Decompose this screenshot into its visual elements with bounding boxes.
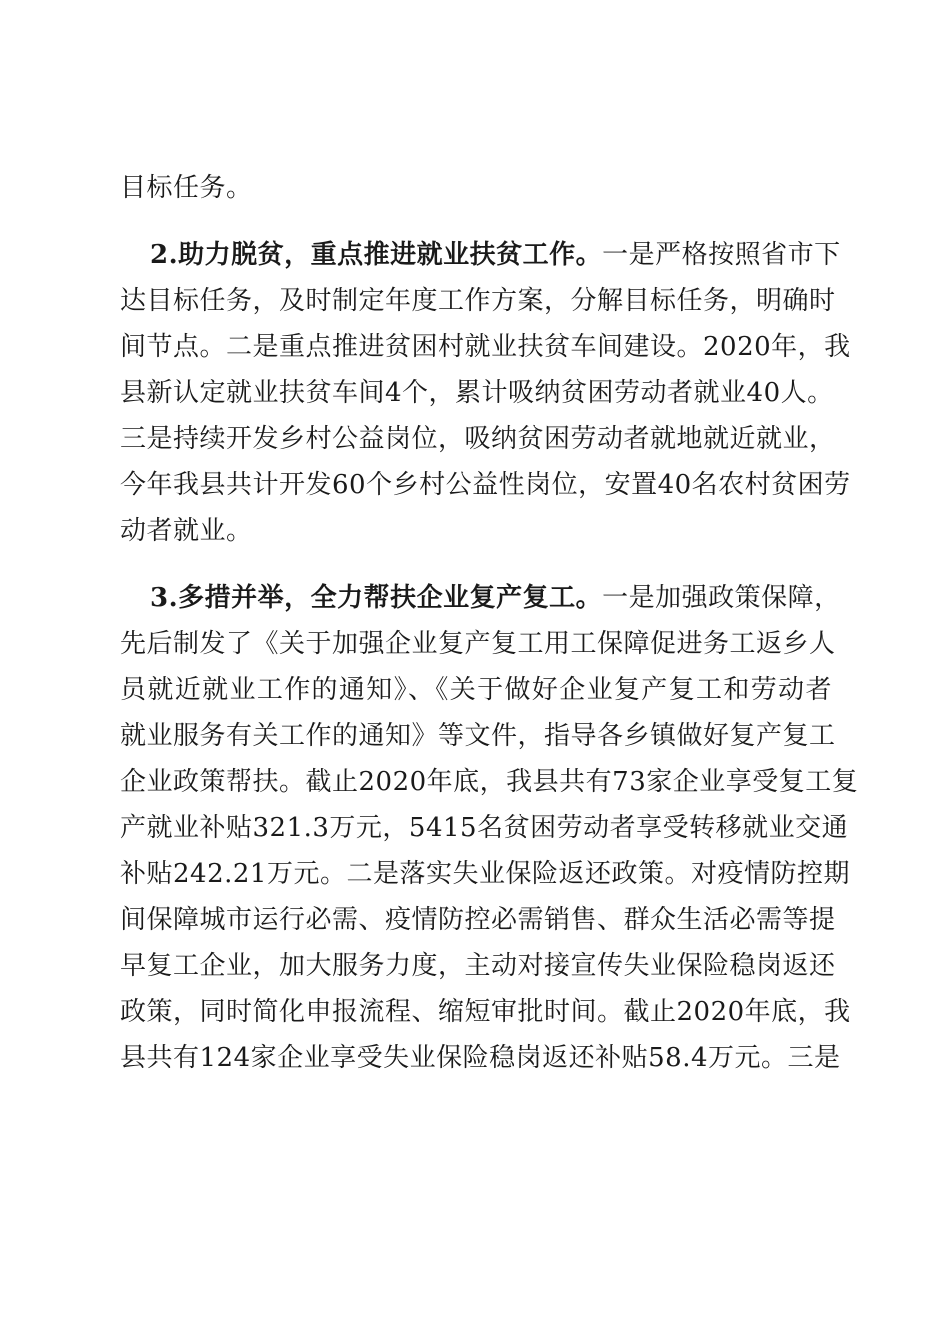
paragraph-2-line-2: 达目标任务，及时制定年度工作方案，分解目标任务，明确时 — [120, 286, 836, 316]
paragraph-3-line-5: 企业政策帮扶。截止2020年底，我县共有73家企业享受复工复 — [120, 767, 859, 797]
paragraph-1-line-1: 目标任务。 — [120, 173, 253, 203]
paragraph-3-line-6: 产就业补贴321.3万元，5415名贫困劳动者享受转移就业交通 — [120, 813, 849, 843]
paragraph-3-heading: 3.多措并举，全力帮扶企业复产复工。 — [150, 583, 603, 613]
paragraph-3-line-3: 员就近就业工作的通知》、《关于做好企业复产复工和劳动者 — [120, 675, 832, 705]
paragraph-3-line-1-text: 一是加强政策保障， — [602, 583, 841, 613]
paragraph-3-line-4: 就业服务有关工作的通知》等文件，指导各乡镇做好复产复工 — [120, 721, 836, 751]
paragraph-2-line-1-text: 一是严格按照省市下 — [602, 240, 841, 270]
paragraph-2-line-7: 动者就业。 — [120, 516, 253, 546]
paragraph-2-line-5: 三是持续开发乡村公益岗位，吸纳贫困劳动者就地就近就业， — [120, 424, 836, 454]
paragraph-2-heading: 2.助力脱贫，重点推进就业扶贫工作。 — [150, 240, 603, 270]
paragraph-3-line-11: 县共有124家企业享受失业保险稳岗返还补贴58.4万元。三是 — [120, 1043, 841, 1073]
paragraph-3-line-1 — [150, 578, 841, 618]
paragraph-3-line-2: 先后制发了《关于加强企业复产复工用工保障促进务工返乡人 — [120, 629, 836, 659]
paragraph-2-line-6: 今年我县共计开发60个乡村公益性岗位，安置40名农村贫困劳 — [120, 470, 851, 500]
paragraph-2-line-3: 间节点。二是重点推进贫困村就业扶贫车间建设。2020年，我 — [120, 332, 851, 362]
paragraph-3-line-9: 早复工企业，加大服务力度，主动对接宣传失业保险稳岗返还 — [120, 951, 836, 981]
paragraph-2-line-4: 县新认定就业扶贫车间4个，累计吸纳贫困劳动者就业40人。 — [120, 378, 834, 408]
paragraph-3-line-10: 政策，同时简化申报流程、缩短审批时间。截止2020年底，我 — [120, 997, 851, 1027]
paragraph-3-line-7: 补贴242.21万元。二是落实失业保险返还政策。对疫情防控期 — [120, 859, 850, 889]
paragraph-3-line-8: 间保障城市运行必需、疫情防控必需销售、群众生活必需等提 — [120, 905, 836, 935]
paragraph-2-line-1 — [150, 235, 841, 275]
